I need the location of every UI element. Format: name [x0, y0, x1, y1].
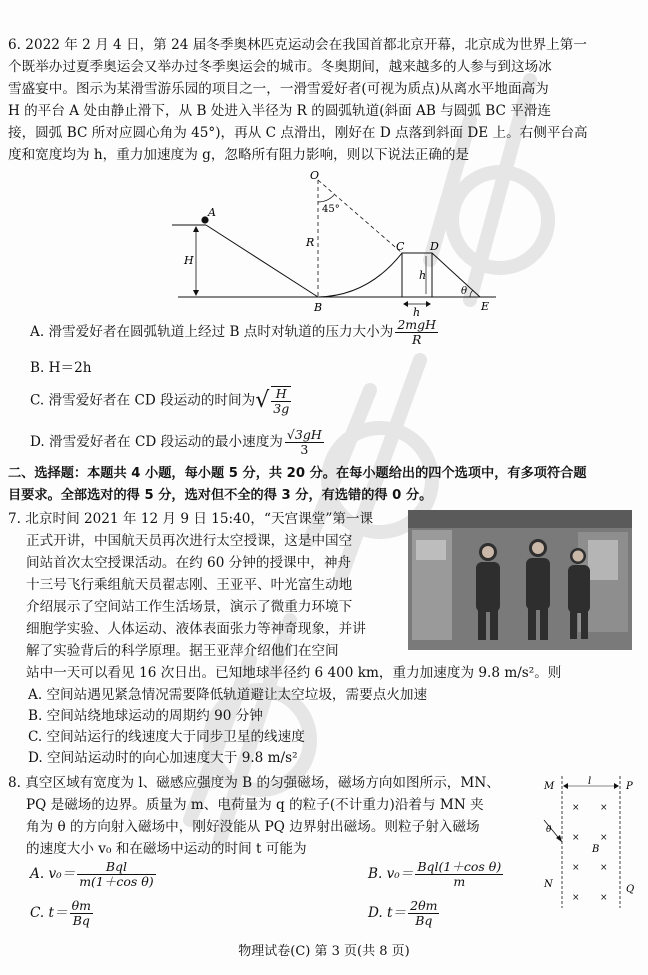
- sqrt: √ $\frac{H}{3g}$: [255, 386, 290, 416]
- numerator: 2θm: [410, 898, 438, 913]
- cross-mark: ×: [600, 803, 608, 813]
- q6-line: 接，圆弧 BC 所对应圆心角为 45°)，再从 C 点滑出，刚好在 D 点落到斜面 DE 上。右侧平台高: [8, 125, 588, 141]
- q7-line: 间站首次太空授课活动。在约 60 分钟的授课中，神舟: [26, 555, 352, 571]
- option-text: A. 滑雪爱好者在圆弧轨道上经过 B 点时对轨道的压力大小为: [30, 324, 394, 340]
- numerator: √3gH: [286, 427, 322, 442]
- label-C: C: [396, 240, 405, 253]
- label-l: l: [588, 776, 592, 787]
- q6-line: 雪盛宴中。图示为某滑雪游乐园的项目之一，一滑雪爱好者(可视为质点)从离水平地面高为: [8, 81, 549, 97]
- label-M: M: [544, 781, 555, 792]
- label-B-field: B: [592, 844, 600, 855]
- cross-mark: ×: [572, 833, 580, 843]
- space-station-photo: [408, 510, 632, 650]
- label-angle: 45°: [322, 204, 340, 215]
- cross-mark: ×: [600, 893, 608, 903]
- denominator: Bq: [72, 913, 90, 928]
- q6-line: 个既举办过夏季奥运会又举办过冬季奥运会的城市。冬奥期间，越来越多的人参与到这场冰: [8, 59, 552, 75]
- q7-option-a: A. 空间站遇见紧急情况需要降低轨道避让太空垃圾，需要点火加速: [28, 687, 428, 703]
- q8-line: 的速度大小 v₀ 和在磁场中运动的时间 t 可能为: [26, 841, 307, 857]
- q8-option-c: [30, 899, 95, 928]
- cross-mark: ×: [600, 863, 608, 873]
- cross-mark: ×: [572, 893, 580, 903]
- label-E: E: [481, 300, 490, 313]
- q7-line-8: 站中一天可以看见 16 次日出。已知地球半径约 6 400 km，重力加速度为 9.8 m/s²。则: [26, 665, 562, 681]
- label-N: N: [544, 879, 553, 890]
- q6-line: H 的平台 A 处由静止滑下，从 B 处进入半径为 R 的圆弧轨道(斜面 AB 与圆弧 BC 平滑连: [8, 103, 551, 119]
- numerator: Bql: [77, 860, 156, 875]
- cross-mark: ×: [600, 833, 608, 843]
- denominator: m: [453, 874, 466, 889]
- heading-line: 目要求。全部选对的得 5 分，选对但不全的得 3 分，有选错的得 0 分。: [8, 488, 433, 503]
- option-prefix: D. t＝: [368, 905, 407, 921]
- label-h-vertical: h: [419, 269, 427, 282]
- fraction: [271, 386, 291, 416]
- fraction: [395, 318, 438, 347]
- option-prefix: B. v₀＝: [368, 866, 414, 882]
- question-7-stem: [8, 508, 408, 662]
- q8-line: 角为 θ 的方向射入磁场中，刚好没能从 PQ 边界射出磁场。则粒子射入磁场: [26, 819, 480, 835]
- fraction: [77, 860, 156, 889]
- option-text: C. 滑雪爱好者在 CD 段运动的时间为: [30, 392, 256, 409]
- q7-line: 介绍展示了空间站工作生活场景，演示了微重力环境下: [26, 599, 353, 615]
- q8-line: PQ 是磁场的边界。质量为 m、电荷量为 q 的粒子(不计重力)沿着与 MN 夹: [26, 797, 484, 813]
- option-prefix: A. v₀＝: [30, 866, 76, 882]
- denominator: R: [411, 332, 422, 347]
- q7-line: 细胞学实验、人体运动、液体表面张力等神奇现象，并讲: [26, 621, 366, 637]
- fraction: [285, 428, 324, 457]
- q8-option-a: [30, 860, 158, 889]
- denominator: Bq: [415, 913, 433, 928]
- cross-mark: ×: [572, 803, 580, 813]
- numerator: Bql(1＋cos θ): [417, 859, 502, 874]
- denominator: m(1＋cos θ): [79, 874, 154, 889]
- q6-option-d: [30, 428, 326, 457]
- q7-option-b: B. 空间站绕地球运动的周期约 90 分钟: [28, 708, 263, 724]
- option-text: D. 滑雪爱好者在 CD 段运动的最小速度为: [30, 434, 283, 450]
- label-O: O: [310, 169, 320, 182]
- q6-option-b: B. H＝2h: [30, 360, 92, 376]
- fraction: [70, 899, 93, 928]
- label-Q: Q: [626, 884, 635, 895]
- label-h-horizontal: h: [413, 306, 421, 316]
- label-theta: θ: [461, 286, 468, 297]
- denominator: 3g: [273, 401, 290, 416]
- q8-line: 8. 真空区域有宽度为 l、磁感应强度为 B 的匀强磁场，磁场方向如图所示，MN、: [8, 775, 500, 791]
- label-R: R: [306, 236, 315, 249]
- numerator: θm: [71, 898, 92, 913]
- q7-option-d: D. 空间站运动时的向心加速度大于 9.8 m/s²: [28, 750, 298, 766]
- q7-line: 解了实验背后的科学原理。据王亚萍介绍他们在空间: [26, 643, 339, 659]
- label-H: H: [184, 254, 194, 267]
- numerator: 2mgH: [397, 317, 437, 332]
- q7-line: 十三号飞行乘组航天员翟志刚、王亚平、叶光富生动地: [26, 577, 353, 593]
- q7-option-c: C. 空间站运行的线速度大于同步卫星的线速度: [28, 729, 305, 745]
- numerator: H: [271, 387, 291, 402]
- magnetic-field-diagram: [538, 772, 638, 912]
- option-prefix: C. t＝: [30, 905, 68, 921]
- cross-mark: ×: [572, 863, 580, 873]
- question-6-stem: [8, 34, 636, 166]
- ski-track-diagram: [168, 166, 498, 316]
- fraction: [408, 899, 439, 928]
- section-2-heading: [8, 463, 636, 507]
- denominator: 3: [300, 442, 309, 457]
- q6-option-c: [30, 386, 293, 416]
- label-theta-q8: θ: [546, 825, 552, 835]
- page-footer: 物理试卷(C) 第 3 页(共 8 页): [238, 944, 410, 959]
- q6-option-a: [30, 318, 440, 347]
- q6-line: 6. 2022 年 2 月 4 日，第 24 届冬季奥林匹克运动会在我国首都北京开幕，北京成为世界上第一: [8, 37, 587, 53]
- heading-line: 二、选择题：本题共 4 小题，每小题 5 分，共 20 分。在每小题给出的四个选项中，有多项符合题: [8, 466, 587, 481]
- q8-option-b: [368, 860, 505, 889]
- q7-line: 正式开讲，中国航天员再次进行太空授课，这是中国空: [26, 533, 353, 549]
- label-P: P: [626, 781, 633, 792]
- q6-line: 度和宽度均为 h，重力加速度为 g，忽略所有阻力影响，则以下说法正确的是: [8, 147, 470, 163]
- q8-option-d: [368, 899, 441, 928]
- label-B: B: [314, 301, 323, 314]
- label-A: A: [208, 206, 216, 219]
- q7-line: 7. 北京时间 2021 年 12 月 9 日 15:40，“天宫课堂”第一课: [8, 511, 374, 527]
- question-8-stem: [8, 772, 528, 860]
- fraction: [415, 860, 503, 889]
- label-D: D: [430, 240, 439, 253]
